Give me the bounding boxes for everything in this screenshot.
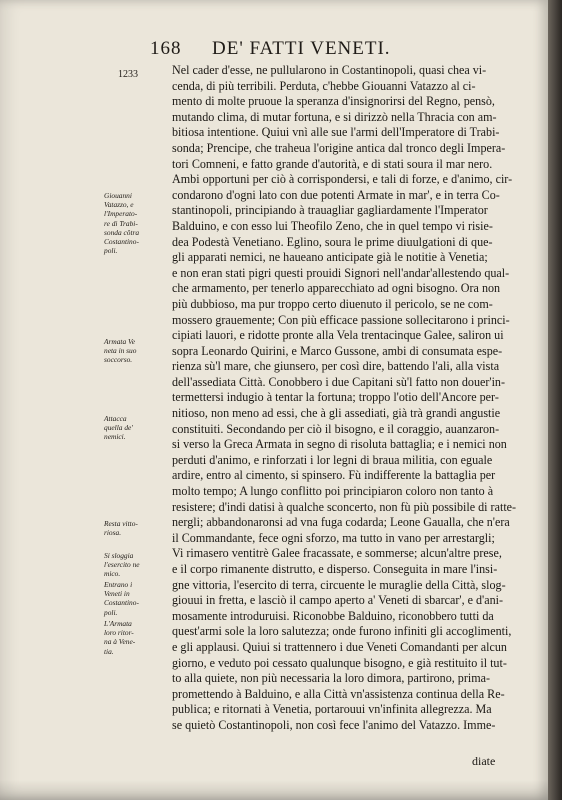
text-line: gne vittoria, l'esercito di terra, circuente le muraglie della Città, slog- bbox=[172, 577, 506, 592]
margin-note-line: poli. bbox=[104, 607, 118, 617]
catchword: diate bbox=[472, 754, 496, 768]
text-line: constituiti. Secondando per ciò il bisogno, e il coraggio, auanzaron- bbox=[172, 421, 500, 436]
margin-note-line: Giouanni bbox=[104, 191, 132, 200]
text-line: to alla quiete, non più necessaria la loro dimora, partirono, prima- bbox=[172, 671, 491, 686]
margin-note-line: Vatazzo, e bbox=[104, 200, 134, 210]
text-line: Nel cader d'esse, ne pullularono in Costantinopoli, quasi chea vi- bbox=[172, 63, 487, 77]
text-line: promettendo à Balduino, e alla Città vn'assistenza continua della Re- bbox=[172, 686, 505, 701]
running-title: DE' FATTI VENETI. bbox=[212, 38, 391, 59]
page-shadow bbox=[0, 780, 548, 800]
text-line: termettersi indugio à tentar la fortuna; troppo l'otio dell'Ancore per- bbox=[172, 390, 499, 405]
margin-note-entrano bbox=[104, 580, 170, 617]
margin-note-line: na à Vene- bbox=[104, 637, 136, 647]
text-line: tori Comneni, e fatto grande d'autorità, e di stati soura il mar nero. bbox=[172, 156, 493, 171]
margin-note-line: Attacca bbox=[104, 414, 127, 423]
margin-note-line: L'Armata bbox=[104, 619, 132, 628]
text-line: Ambi opportuni per ciò à corrispondersi, e tali di forze, e d'animo, cir- bbox=[172, 172, 513, 187]
margin-note-line: Armata Ve bbox=[104, 337, 135, 346]
margin-note-line: Entrano i bbox=[104, 580, 133, 589]
margin-note-vittoriosa bbox=[104, 519, 170, 537]
text-line: sonda; Prencipe, che traheua l'origine antica dal tronco degli Impera- bbox=[172, 140, 506, 155]
margin-note-armata-soccorso bbox=[104, 337, 170, 365]
text-line: dell'assediata Città. Conobbero i due Capitani sù'l fatto non douer'in- bbox=[172, 374, 505, 389]
text-line: il Commandante, fece ogni sforzo, ma tutto in vano per arrestargli; bbox=[172, 530, 495, 545]
margin-note-ritorna bbox=[104, 619, 170, 656]
text-line: e non eran stati pigri questi prouidi Signori nell'andar'allestendo qual- bbox=[172, 265, 510, 280]
margin-note-line: re di Trabi- bbox=[104, 218, 138, 228]
margin-note-line: l'esercito ne bbox=[104, 560, 140, 570]
text-line: molto tempo; A lungo conflitto poi principiaron coloro non tanto à bbox=[172, 484, 494, 499]
text-line: se quietò Costantinopoli, non così fece l'animo del Vatazzo. Imme- bbox=[172, 717, 496, 732]
text-line: mossero grauemente; Con più efficace passione sollecitarono i princi- bbox=[172, 312, 510, 327]
text-line: gli apparati nemici, ne haueano anticipate già le notitie à Venetia; bbox=[172, 250, 488, 265]
text-line: nergli; abbandonaronsi ad vna fuga codarda; Leone Gaualla, che n'era bbox=[172, 515, 510, 530]
text-line: Balduino, e con esso lui Theofilo Zeno, che in quel tempo vi risie- bbox=[172, 218, 493, 233]
margin-note-line: l'Imperato- bbox=[104, 209, 138, 219]
margin-note-vatazzo bbox=[104, 191, 170, 255]
margin-note-line: poli. bbox=[104, 246, 118, 256]
text-line: resistere; d'indi datisi à qualche sconcerto, non fù più possibile di ratte- bbox=[172, 499, 517, 514]
text-line: nitioso, non meno ad essi, che à gli assediati, già trà grandi angustie bbox=[172, 406, 501, 421]
text-line: stantinopoli, principiando à trauagliar gagliardamente l'Imperator bbox=[172, 203, 488, 218]
text-line: sopra Leonardo Quirini, e Marco Gussone, ambi di consumata espe- bbox=[172, 343, 503, 358]
margin-note-line: nemici. bbox=[104, 432, 126, 442]
page-number: 168 bbox=[150, 38, 182, 59]
margin-year: 1233 bbox=[118, 69, 138, 80]
text-line: mosamente introduruisi. Riconobbe Balduino, riconobbero tutti da bbox=[172, 608, 494, 623]
text-line: perduti d'animo, e rinforzati i lor legni di braua militia, con eguale bbox=[172, 452, 493, 467]
margin-note-line: riosa. bbox=[104, 528, 122, 538]
text-line: publica; e ritornati à Venetia, portarouui vn'infinita allegrezza. Ma bbox=[172, 702, 492, 717]
margin-note-line: Costantino- bbox=[104, 237, 139, 247]
text-line: giouui in fretta, e lasciò il campo aperto a' Veneti di sbarcar', e d'ani- bbox=[172, 593, 504, 608]
text-line: cenda, di più terribili. Perduta, c'hebbe Giouanni Vatazzo al ci- bbox=[172, 78, 476, 93]
text-line: si verso la Greca Armata in segno di risoluta battaglia; e i nemici non bbox=[172, 437, 507, 452]
text-line: e il corpo rimanente distrutto, e disperso. Conseguita in mare l'insi- bbox=[172, 562, 498, 576]
text-line: rienza sù'l mare, che giunsero, per così dire, battendo l'ali, alla vista bbox=[172, 359, 500, 374]
margin-note-line: Veneti in bbox=[104, 589, 130, 599]
text-line: cipiati lauori, e ridotte pronte alla Vela trentacinque Galee, saliron ui bbox=[172, 328, 504, 343]
text-line: condarono d'ogni lato con due potenti Armate in mar', e in terra Co- bbox=[172, 187, 500, 202]
margin-note-line: soccorso. bbox=[104, 355, 133, 365]
margin-note-line: Costantino- bbox=[104, 598, 139, 608]
text-line: quest'armi sole la loro salutezza; onde furono infiniti gli accoglimenti, bbox=[172, 624, 512, 639]
text-line: ardire, entro al cimento, si spinsero. Fù indifferente la battaglia per bbox=[172, 468, 496, 483]
page-header bbox=[150, 38, 530, 60]
text-line: bitiosa intentione. Quiui vnì alle sue l'armi dell'Imperatore di Trabi- bbox=[172, 125, 500, 140]
margin-note-line: Si sloggia bbox=[104, 551, 134, 560]
text-line: Vi rimasero ventitrè Galee fracassate, e sommerse; alcun'altre prese, bbox=[172, 546, 502, 561]
margin-note-line: tia. bbox=[104, 646, 114, 656]
margin-note-sloggia bbox=[104, 551, 170, 579]
text-line: dea Podestà Venetiano. Eglino, soura le prime diuulgationi di que- bbox=[172, 234, 493, 249]
margin-note-line: Resta vitto- bbox=[104, 519, 138, 528]
margin-note-line: sonda côtra bbox=[104, 227, 140, 237]
text-line: mutando clima, di mutar fortuna, e si dirizzò nella Thracia con am- bbox=[172, 109, 497, 124]
text-line: mento di molte pruoue la speranza d'insignorirsi del Regno, pensò, bbox=[172, 94, 495, 109]
text-line: giorno, e veduto poi cessato qualunque bisogno, e già restituito il tut- bbox=[172, 655, 507, 670]
margin-note-line: mico. bbox=[104, 569, 121, 579]
text-line: più dubbioso, ma pur troppo certo diuenuto il pericolo, se ne com- bbox=[172, 296, 493, 311]
margin-note-line: quella de' bbox=[104, 423, 133, 433]
text-line: che armamento, per tenerlo apparecchiato ad ogni bisogno. Ora non bbox=[172, 281, 501, 296]
margin-note-line: neta in suo bbox=[104, 346, 137, 356]
margin-note-attacca bbox=[104, 414, 170, 442]
text-line: e gli applausi. Quiui si trattennero i due Veneti Comandanti per alcun bbox=[172, 639, 507, 654]
body-text bbox=[172, 63, 530, 734]
book-edge bbox=[548, 0, 562, 800]
margin-note-line: loro ritor- bbox=[104, 628, 134, 638]
